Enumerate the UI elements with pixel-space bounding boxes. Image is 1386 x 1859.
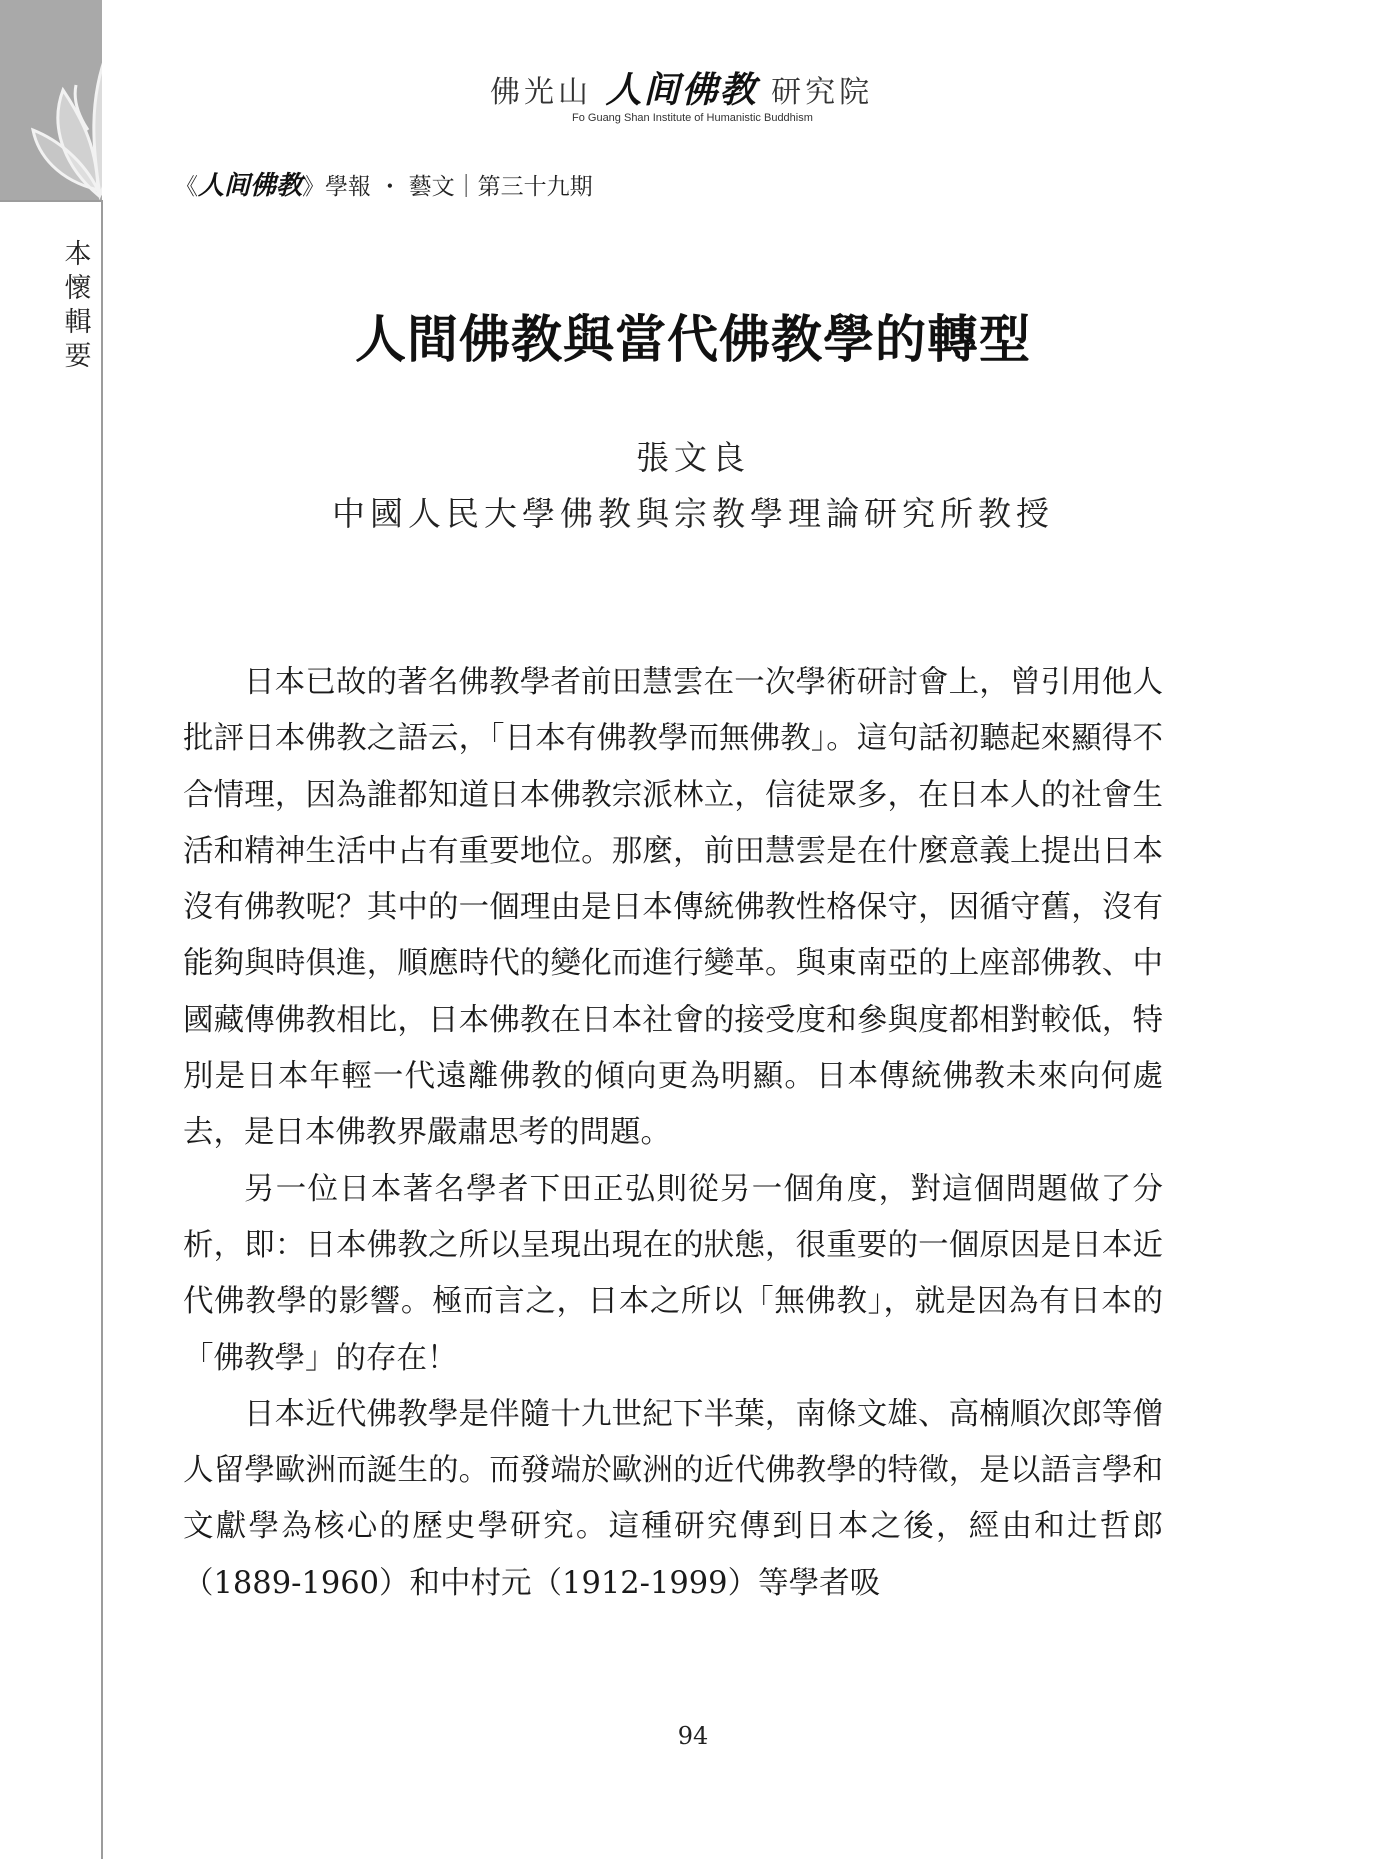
journal-header [175, 165, 593, 202]
article-author: 張文良 [636, 438, 750, 477]
journal-open-bracket: 《 [175, 174, 198, 200]
article-body [183, 655, 1163, 1612]
section-label-char: 本 [64, 239, 92, 270]
institute-prefix: 佛光山 [490, 75, 592, 110]
body-paragraph: 日本已故的著名佛教學者前田慧雲在一次學術研討會上，曾引用他人批評日本佛教之語云，「日本有佛教學而無佛教」。這句話初聽起來顯得不合情理，因為誰都知道日本佛教宗派林立，信徒眾多，在日本人的社會生活和精神生活中占有重要地位。那麼，前田慧雲是在什麼意義上提出日本沒有佛教呢？其中的一個理由是日本傳統佛教性格保守，因循守舊，沒有能夠與時俱進，順應時代的變化而進行變革。與東南亞的上座部佛教、中國藏傳佛教相比，日本佛教在日本社會的接受度和參與度都相對較低，特別是日本年輕一代遠離佛教的傾向更為明顯。日本傳統佛教未來向何處去，是日本佛教界嚴肅思考的問題。 [183, 665, 1163, 1151]
page-number: 94 [677, 1722, 709, 1750]
journal-brand-logo: 人间佛教 [198, 171, 303, 201]
institute-suffix: 研究院 [771, 75, 874, 110]
section-label-char: 輯 [64, 307, 92, 338]
body-paragraph: 日本近代佛教學是伴隨十九世紀下半葉，南條文雄、高楠順次郎等僧人留學歐洲而誕生的。而發端於歐洲的近代佛教學的特徵，是以語言學和文獻學為核心的歷史學研究。這種研究傳到日本之後，經由和辻哲郎（1889-1960）和中村元（1912-1999）等學者吸 [183, 1396, 1163, 1601]
section-label-char: 要 [64, 341, 92, 372]
author-affiliation: 中國人民大學佛教與宗教學理論研究所教授 [332, 494, 1054, 533]
journal-issue: 》學報 ・ 藝文｜第三十九期 [302, 174, 593, 200]
article-title: 人間佛教與當代佛教學的轉型 [354, 310, 1031, 370]
institute-english-name: Fo Guang Shan Institute of Humanistic Buddhism [572, 112, 813, 124]
section-label-char: 懷 [64, 273, 92, 304]
institute-brand-logo: 人间佛教 [605, 70, 758, 111]
body-paragraph: 另一位日本著名學者下田正弘則從另一個角度，對這個問題做了分析，即：日本佛教之所以呈現出現在的狀態，很重要的一個原因是日本近代佛教學的影響。極而言之，日本之所以「無佛教」，就是因為有日本的「佛教學」的存在！ [183, 1171, 1163, 1376]
institute-name [490, 62, 910, 113]
